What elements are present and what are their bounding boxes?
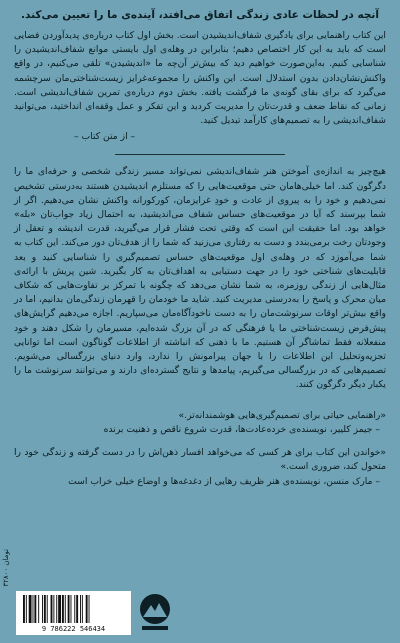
body-paragraph: هیچ‌چیز به اندازه‌ی آموختن هنر شفاف‌اندیشی نمی‌تواند مسیر زندگی شخصی و حرفه‌ای ما را دگرگون کند. اما خیلی‌هامان حتی موقعیت‌هایی را که مستلزم اندیشیدن هستند به‌درستی تشخیص نمی‌دهیم و خود را به پیروی از عادت و خودِ غرایزمان، کورکورانه واکنش نشان می‌دهیم. اگر از شما بپرسند که آیا در موقعیت‌های حساس شفاف می‌اندیشید، به احتمال زیاد جواب‌تان «بله» خواهد بود. اما حقیقت این است که وقتی تحت فشار قرار می‌گیرید، قدرت اندیشه و تعقل از وجودتان رخت برمی‌بندد و دست به رفتاری می‌زنید که شما را از هدف‌تان دور می‌کند. این کتاب به شما می‌آموزد که در وهله‌ی اول موقعیت‌های حساس تصمیم‌گیری را شناسایی کنید و بعد قابلیت‌های شناختی خود را در جهت دستیابی به اهداف‌تان به کار بگیرید. شین پریش با ارائه‌ی مثال‌هایی از زندگی روزمره، به شما نشان می‌دهد که چگونه با تمرکز بر تفاوت‌هایی که شکاف میان محرک و پاسخ را به‌درستی مدیریت کنید. شاید ما خودمان را قهرمان زندگی‌مان بدانیم، اما در واقع بیش‌تر اوقات سرنوشت‌مان را به دست ناخودآگاه‌مان می‌سپاریم. اجازه می‌دهیم گرایش‌های پیش‌فرض زیست‌شناختی ما یا فرهنگی که در آن بزرگ شده‌ایم، مسیرمان را شکل دهند و خود منفعلانه فقط تماشاگر آن هستیم. ما با ذهنی که انباشته از اطلاعات گوناگون است اما توانایی تجزیه‌وتحلیل این اطلاعات را با جهان پیرامونش را ندارد، وارد دنیای بزرگسالی می‌شویم. تصمیم‌هایی که در بزرگسالی می‌گیریم، پیامدها و نتایج گسترده‌ای دارند و می‌توانند سرنوشت ما را یکبار دیگر دگرگون کنند.	[14, 166, 386, 391]
barcode-bar	[42, 595, 43, 623]
barcode-bar	[82, 595, 83, 623]
barcode-bar	[23, 595, 25, 623]
barcode-bar	[44, 595, 46, 623]
intro-paragraph: این کتاب راهنمایی برای یادگیری شفاف‌اندیشیدن است. بخش اول کتاب درباره‌ی پدیدآوردن فضایی است که باید به این کار اختصاص دهیم؛ بنابراین در وهله‌ی اول بایستی موانع شفاف‌اندیشیدن را شناسایی کنیم. به‌این‌صورت خواهیم دید که بیش‌تر آن‌چه ما «اندیشیدن» تلقی می‌کنیم، در واقع واکنش‌نشان‌دادن بدون استدلال است. این واکنش را مجموعه‌غرایز زیست‌شناختی‌مان سرچشمه می‌گیرد که برای بقای گونه‌ی ما فرگشت یافته. بخش دوم درباره‌ی تمرین شفاف‌اندیشی است. زمانی که نقاط ضعف و قدرت‌تان را مدیریت کردید و این تفکر و عمل وقفه‌ای انداختید، می‌توانید شفاف‌اندیشی را به تصمیم‌های کارآمد تبدیل کنید.	[14, 30, 386, 127]
barcode-bar	[38, 595, 39, 623]
barcode-bar	[86, 595, 88, 623]
barcode-bar	[80, 595, 81, 623]
barcode-bars	[22, 595, 125, 623]
headline: آنچه در لحظات عادی زندگی اتفاق می‌افتد، آینده‌ی ما را تعیین می‌کند.	[21, 9, 379, 21]
barcode-bar	[74, 595, 75, 623]
blurb-source-2: – مارک منسن، نویسنده‌ی هنر ظریف رهایی از دغدغه‌ها و اوضاع خیلی خراب است	[68, 475, 380, 487]
barcode-bar	[34, 595, 36, 623]
barcode-bar	[62, 595, 64, 623]
blurb-quote-2: «خواندن این کتاب برای هر کسی که می‌خواهد افسار ذهن‌اش را در دست گرفته و زندگی خود را متحول کند، ضروری است.»	[14, 446, 386, 473]
barcode-bar	[58, 595, 61, 623]
barcode-bar	[53, 595, 54, 623]
barcode-bar	[65, 595, 66, 623]
blurbs	[14, 409, 386, 490]
barcode-bar	[76, 595, 78, 623]
blurb-source-1: – جیمز کلییر، نویسنده‌ی خرده‌عادت‌ها، قدرت شروع ناقص و ذهنیت برنده	[103, 424, 380, 436]
mountain-logo-icon	[138, 593, 172, 633]
barcode-bar	[26, 595, 27, 623]
barcode-bar	[56, 595, 57, 623]
barcode-bar	[89, 595, 90, 623]
barcode	[16, 591, 131, 635]
barcode-bar	[33, 595, 34, 623]
barcode-bar	[71, 595, 72, 623]
barcode-bar	[47, 595, 48, 623]
intro-signature: – از متن کتاب –	[74, 131, 136, 143]
barcode-bar	[68, 595, 70, 623]
price-label: ۳۲۸۰۰ تومان	[2, 549, 10, 587]
barcode-bar	[51, 595, 53, 623]
section-divider	[115, 154, 285, 155]
isbn-number: 9 786222 546434	[41, 625, 106, 633]
barcode-bar	[29, 595, 32, 623]
blurb-quote-1: «راهنمایی حیاتی برای تصمیم‌گیری‌هایی هوشمندانه‌تر.»	[178, 409, 386, 421]
